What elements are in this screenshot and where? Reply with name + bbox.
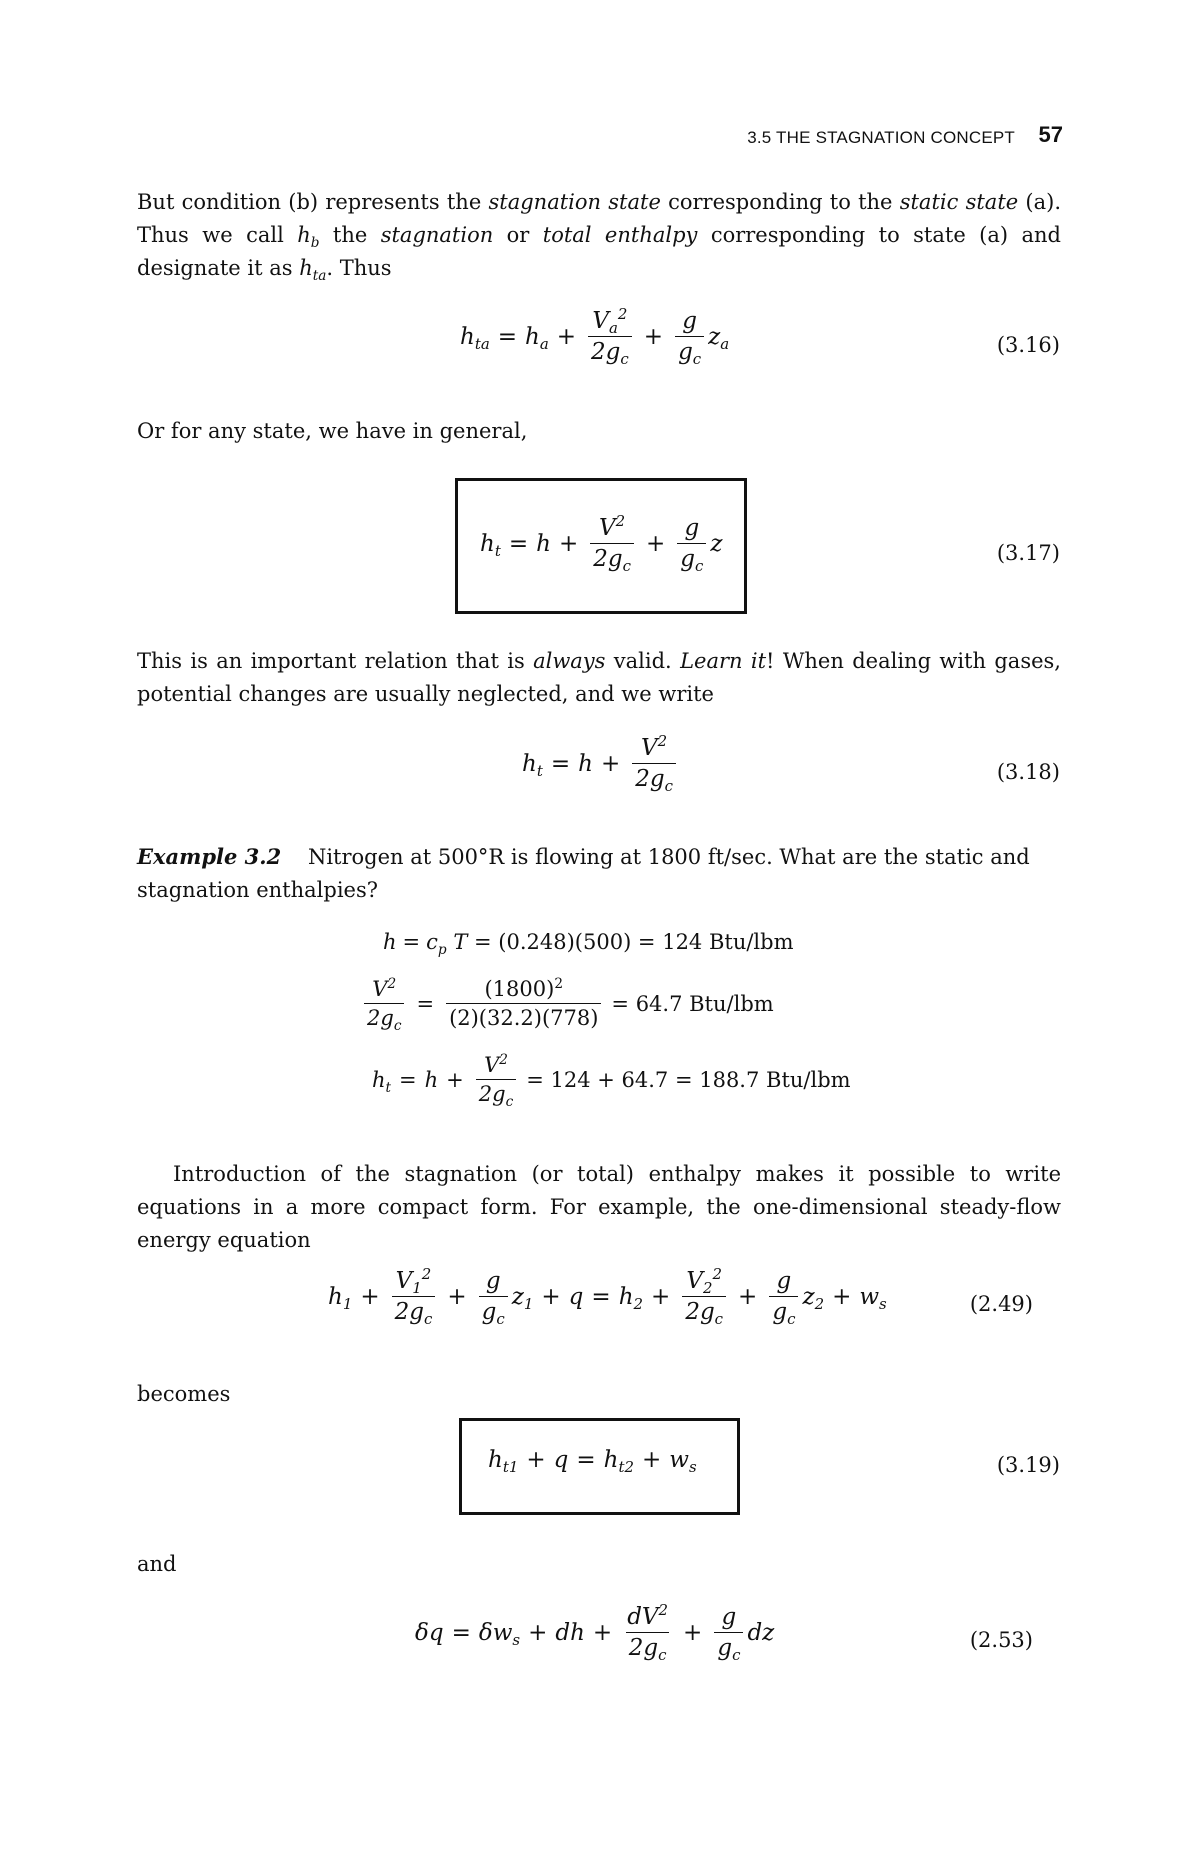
equation-3-19: $h_{t1}$ + q = $h_{t2}$ + $w_s$ [488, 1447, 697, 1477]
paragraph-becomes: becomes [137, 1382, 231, 1406]
page-number: 57 [1038, 122, 1063, 147]
paragraph-compact-form: Introduction of the stagnation (or total) enthalpy makes it possible to write equations in a more compact form. For example, the one-dimensional steady-flow energy equation [137, 1162, 1061, 1252]
running-header: 3.5 THE STAGNATION CONCEPT [747, 128, 1015, 147]
equation-number: (3.17) [996, 541, 1060, 565]
example-3-2: Example 3.2 Nitrogen at 500°R is flowing at 1800 ft/sec. What are the static and stagnation enthalpies? [137, 844, 1030, 902]
equation-number: (3.16) [996, 333, 1060, 357]
equation-number: (3.19) [996, 1453, 1060, 1477]
paragraph-important-relation: This is an important relation that is always valid. Learn it! When dealing with gases, potential changes are usually neglected, and we write [137, 649, 1061, 706]
equation-number: (2.49) [969, 1292, 1033, 1316]
example-line-3: $h_t$ = h + $\frac{V^2}{2g_c}$ = 124 + 64.7 = 188.7 Btu/lbm [372, 1051, 851, 1110]
paragraph-and: and [137, 1552, 177, 1576]
equation-number: (2.53) [969, 1628, 1033, 1652]
paragraph-general-state: Or for any state, we have in general, [137, 419, 528, 443]
equation-3-18: $h_t$ = h + $\frac{V^2}{2g_c}$ [522, 735, 680, 793]
equation-2-53: δq = $\delta w_s$ + dh + $\frac{dV^2}{2g_c}$ + $\frac{g}{g_c}$ dz [415, 1601, 775, 1665]
equation-3-17: $h_t$ = h + $\frac{V^2}{2g_c}$ + $\frac{g}{g_c}$ z [480, 512, 723, 576]
equation-3-16: $h_{ta}$ = $h_a$ + $\frac{V_a^2}{2g_c}$ + $\frac{g}{g_c}$ $z_a$ [460, 305, 730, 369]
equation-2-49: $h_1$ + $\frac{V_1^2}{2g_c}$ + $\frac{g}{g_c}$ $z_1$ + q = $h_2$ + $\frac{V_2^2}{2g_c}$ + $\frac{g}{g_c}$ $z_2$ + $w_s$ [328, 1265, 887, 1329]
example-line-2: $\frac{V^2}{2g_c}$ = $\frac{(1800)^2}{(2)(32.2)(778)}$ = 64.7 Btu/lbm [360, 977, 774, 1030]
paragraph-stagnation-intro: But condition (b) represents the stagnation state corresponding to the static state (a). Thus we call $h_b$ the stagnation or total enthalpy corresponding to state (a) and designate it as $h_{ta}$. Thus [137, 190, 1061, 284]
equation-number: (3.18) [996, 760, 1060, 784]
example-label: Example 3.2 [137, 844, 282, 869]
example-line-1: h = $c_p$ T = (0.248)(500) = 124 Btu/lbm [383, 930, 794, 958]
